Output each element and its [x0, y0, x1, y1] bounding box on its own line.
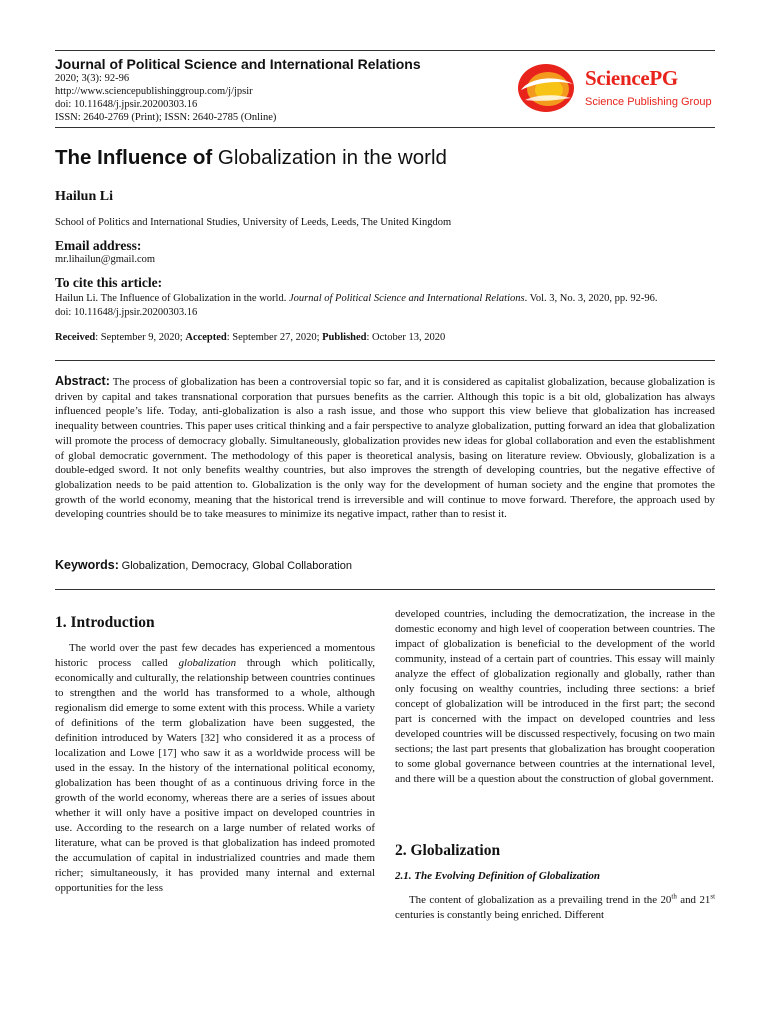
subsection-heading: 2.1. The Evolving Definition of Globalization — [395, 870, 601, 882]
journal-title: Journal of Political Science and International Relations — [55, 56, 421, 72]
abstract-text: The process of globalization has been a controversial topic so far, and it is considered as capitalist globalization, because globalization is driven by capital and takes transnational corporation that pursues benefits as the carrier. Although this topic is a bit old, globalization has always influenced people’s life. Today, anti-globalization is also a rash issue, and those who support this view believe that globalization has increased inequality between countries. This paper uses critical thinking and a fair perspective to analyze globalization, putting forward an idea that globalization will promote the process of democracy globally. Simultaneously, globalization provides new ideas for global collaboration and even the establishment of global democratic government. The methodology of this paper is theoretical analysis, basing on literature review. Obviously, globalization is a double-edged sword. It not only benefits wealthy countries, but also improves the strength of developing countries, but the negative effective of globalization needs to be paid attention to. Globalization is the only way for the development of human society and the engine that promotes the growth of the world economy, meaning that the historical trend is irreversible and will continue to move forward. Therefore, the approach used by developing countries should be to take measures to minimize its negative impact, rather than to resist it. — [55, 376, 715, 521]
paper-title-part1: The Influence of — [55, 146, 218, 169]
journal-url[interactable]: http://www.sciencepublishinggroup.com/j/jpsir — [55, 86, 253, 97]
header-rule — [55, 127, 715, 128]
abstract-heading: Abstract: — [55, 374, 110, 388]
abstract-top-rule — [55, 360, 715, 361]
glob-text-c: centuries is constantly being enriched. Different — [395, 909, 605, 921]
cite-prefix: Hailun Li. The Influence of Globalization in the world. — [55, 293, 289, 304]
cite-journal: Journal of Political Science and International Relations — [288, 293, 525, 304]
published-date: : October 13, 2020 — [366, 332, 446, 343]
email-heading: Email address: — [55, 238, 142, 253]
received-label: Received — [55, 332, 96, 343]
glob-sup-th: th — [671, 892, 677, 901]
abstract — [55, 374, 715, 522]
logo-brand-text: SciencePG — [585, 66, 678, 90]
volume-line: 2020; 3(3): 92-96 — [55, 73, 130, 84]
received-date: : September 9, 2020; — [95, 332, 186, 343]
keywords-heading: Keywords: — [55, 558, 119, 572]
paper-title-part2: Globalization in the world — [217, 146, 447, 169]
accepted-date: : September 27, 2020; — [226, 332, 323, 343]
sciencepg-swirl-icon — [515, 60, 577, 116]
glob-sup-st: st — [710, 892, 716, 901]
issn-line: ISSN: 2640-2769 (Print); ISSN: 2640-2785 (Online) — [55, 112, 277, 123]
keywords — [55, 558, 352, 572]
author-email[interactable]: mr.lihailun@gmail.com — [55, 254, 156, 265]
cite-suffix: . Vol. 3, No. 3, 2020, pp. 92-96. — [524, 293, 658, 304]
cite-doi: doi: 10.11648/j.jpsir.20200303.16 — [55, 307, 198, 318]
author-name: Hailun Li — [55, 189, 113, 204]
paper-title — [55, 146, 447, 170]
logo-subtitle: Science Publishing Group — [585, 96, 712, 108]
intro-text-b: through which politically, economically and culturally, the relationship between countries continues to strengthen and the world has transformed to a whole, although regionalism did emerge to some extent with this process. While a variety of definitions of the term globalization have been suggested, the definition introduced by Waters [32] who considered it as a process of localization and Lowe [17] who saw it as a worldwide process will be used in the essay. In the history of the international political economy, globalization has been thought of as a continuous driving force in the growth of the world economy, whereas there are a series of issues about whether it will only have a positive impact on developed countries in use. According to the research on a large number of related works of literature, what can be proved is that globalization has indeed promoted the accumulation of capital in industrialized countries and made them richer; simultaneously, it has provided many internal and external opportunities for the less — [55, 657, 375, 894]
introduction-paragraph — [55, 641, 375, 896]
top-rule — [55, 50, 715, 51]
intro-emphasis: globalization — [178, 657, 237, 669]
introduction-continued: developed countries, including the democratization, the increase in the domestic economy and high level of cooperation between countries. The impact of globalization is beneficial to the development of the world community, instead of a certain part of countries. This essay will mainly analyze the effect of globalization regionally and globally, rather than only focusing on wealthy countries, including three sections: a brief concept of globalization will be introduced in the first part; the second part is concerned with the impact on developed countries and less developed countries will be discussed respectively, focusing on two main sections; the last part presents that globalization has brought cooperation to some global governance between countries at the international level, and there will be a question about the construction of global government. — [395, 608, 715, 785]
doi-line: doi: 10.11648/j.jpsir.20200303.16 — [55, 99, 198, 110]
publication-dates — [55, 332, 445, 343]
glob-text-a: The content of globalization as a prevailing trend in the 20 — [409, 894, 672, 906]
intro-text-a: The world over the past few decades has experienced a momentous historic process called — [55, 642, 375, 669]
globalization-paragraph — [395, 893, 715, 923]
cite-heading: To cite this article: — [55, 275, 163, 290]
published-label: Published — [322, 332, 367, 343]
sciencepg-logo — [515, 60, 715, 116]
accepted-label: Accepted — [185, 332, 227, 343]
keywords-text: Globalization, Democracy, Global Collaboration — [121, 560, 352, 572]
author-affiliation: School of Politics and International Studies, University of Leeds, Leeds, The United Kingdom — [55, 217, 452, 228]
glob-text-b: and 21 — [676, 894, 711, 906]
citation — [55, 292, 717, 320]
section-heading-globalization: 2. Globalization — [395, 842, 501, 859]
section-heading-introduction: 1. Introduction — [55, 614, 155, 631]
abstract-bottom-rule — [55, 589, 715, 590]
